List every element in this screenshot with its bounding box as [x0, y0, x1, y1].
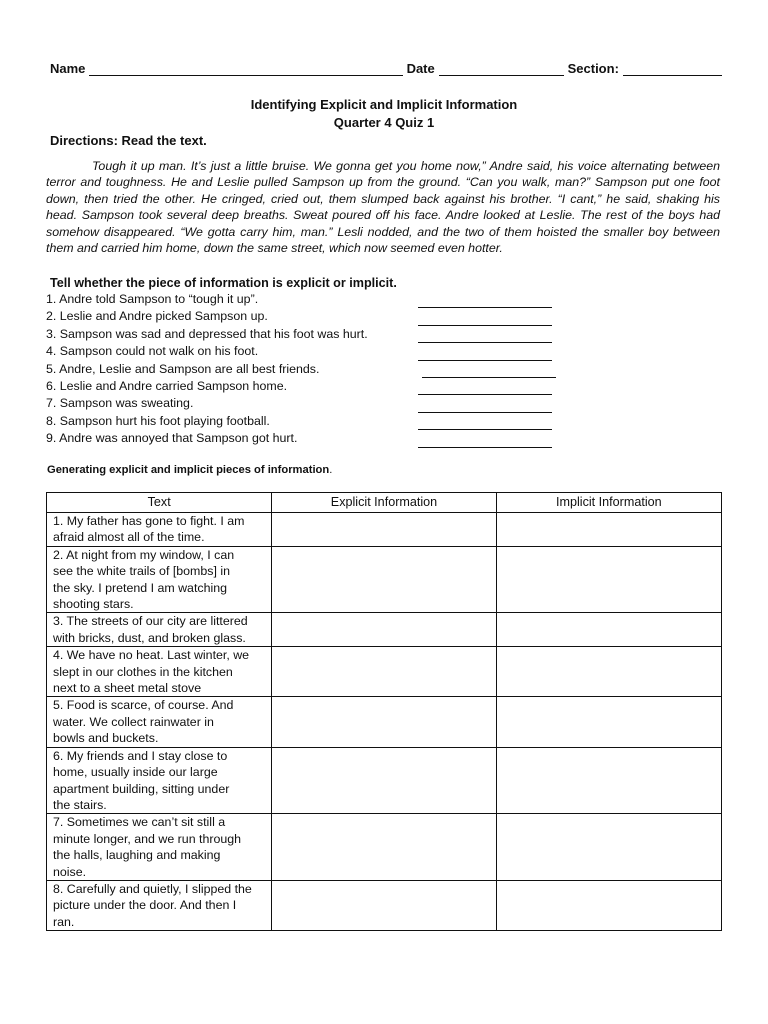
table-row	[47, 513, 722, 547]
explicit-answer-cell[interactable]	[272, 647, 496, 697]
text-cell	[47, 546, 272, 613]
quiz-item: 3. Sampson was sad and depressed that his foot was hurt.	[46, 326, 368, 341]
text-cell	[47, 747, 272, 814]
text-line: home, usually inside our large	[53, 765, 218, 780]
text-line: the stairs.	[53, 797, 107, 812]
section-blank[interactable]	[623, 63, 722, 76]
text-line: noise.	[53, 864, 87, 879]
explicit-answer-cell[interactable]	[272, 880, 496, 930]
explicit-answer-cell[interactable]	[272, 747, 496, 814]
text-line: afraid almost all of the time.	[53, 530, 205, 545]
table-row	[47, 697, 722, 747]
section-heading	[47, 464, 332, 476]
quiz-item: 6. Leslie and Andre carried Sampson home.	[46, 378, 288, 393]
column-header-implicit: Implicit Information	[496, 493, 721, 513]
text-line: next to a sheet metal stove	[53, 681, 202, 696]
text-line: ran.	[53, 914, 75, 929]
implicit-answer-cell[interactable]	[496, 647, 721, 697]
text-cell	[47, 513, 272, 547]
implicit-answer-cell[interactable]	[496, 747, 721, 814]
column-header-explicit: Explicit Information	[272, 493, 496, 513]
answer-blank[interactable]	[418, 343, 552, 360]
text-cell	[47, 647, 272, 697]
answer-blank[interactable]	[418, 308, 552, 325]
table-row	[47, 546, 722, 613]
answer-blank[interactable]	[418, 395, 552, 412]
answer-blank[interactable]	[418, 326, 552, 343]
text-line: 8. Carefully and quietly, I slipped the	[53, 881, 252, 896]
answer-blank[interactable]	[418, 378, 552, 395]
section-label: Section:	[567, 61, 619, 76]
section-heading-period: .	[329, 464, 333, 476]
header-fields	[50, 61, 722, 76]
text-line: shooting stars.	[53, 597, 134, 612]
quiz-item: 8. Sampson hurt his foot playing football.	[46, 413, 270, 428]
table-row	[47, 613, 722, 647]
worksheet-title: Identifying Explicit and Implicit Information	[250, 97, 518, 112]
explicit-answer-cell[interactable]	[272, 814, 496, 881]
section-heading-text: Generating explicit and implicit pieces of information	[47, 464, 330, 476]
text-line: water. We collect rainwater in	[53, 714, 214, 729]
quiz-item: 1. Andre told Sampson to “tough it up”.	[46, 292, 259, 306]
table-header-row	[47, 493, 722, 513]
text-line: 7. Sometimes we can’t sit still a	[53, 815, 226, 830]
explicit-answer-cell[interactable]	[272, 613, 496, 647]
column-header-text: Text	[47, 493, 272, 513]
quiz-item: 5. Andre, Leslie and Sampson are all best friends.	[46, 361, 320, 376]
date-blank[interactable]	[439, 63, 564, 76]
text-line: slept in our clothes in the kitchen	[53, 664, 233, 679]
text-line: with bricks, dust, and broken glass.	[53, 630, 246, 645]
quiz-items	[46, 291, 368, 448]
explicit-answer-cell[interactable]	[272, 546, 496, 613]
text-cell	[47, 613, 272, 647]
table-row	[47, 647, 722, 697]
text-line: minute longer, and we run through	[53, 831, 242, 846]
name-label: Name	[50, 61, 86, 76]
date-label: Date	[406, 61, 435, 76]
quiz-item: 7. Sampson was sweating.	[46, 396, 194, 411]
text-line: apartment building, sitting under	[53, 781, 230, 796]
explicit-implicit-table	[46, 492, 722, 931]
text-line: bowls and buckets.	[53, 731, 159, 746]
quiz-item: 4. Sampson could not walk on his foot.	[46, 344, 259, 359]
worksheet-subtitle: Quarter 4 Quiz 1	[333, 115, 435, 130]
answer-blanks	[418, 291, 556, 448]
answer-blank[interactable]	[418, 430, 552, 447]
answer-blank[interactable]	[422, 361, 556, 378]
answer-blank[interactable]	[418, 413, 552, 430]
quiz-item: 9. Andre was annoyed that Sampson got hurt.	[46, 431, 298, 446]
implicit-answer-cell[interactable]	[496, 546, 721, 613]
name-blank[interactable]	[89, 63, 402, 76]
table-row	[47, 814, 722, 881]
table-row	[47, 747, 722, 814]
text-line: the sky. I pretend I am watching	[53, 580, 228, 595]
text-line: picture under the door. And then I	[53, 898, 237, 913]
text-line: the halls, laughing and making	[53, 848, 221, 863]
text-line: 2. At night from my window, I can	[53, 547, 235, 562]
text-line: 5. Food is scarce, of course. And	[53, 698, 234, 713]
text-line: see the white trails of [bombs] in	[53, 564, 230, 579]
table-row	[47, 880, 722, 930]
reading-passage	[46, 158, 720, 256]
explicit-answer-cell[interactable]	[272, 513, 496, 547]
answer-blank[interactable]	[418, 291, 552, 308]
text-line: 6. My friends and I stay close to	[53, 748, 228, 763]
text-cell	[47, 814, 272, 881]
text-line: 3. The streets of our city are littered	[53, 614, 248, 629]
quiz-instruction: Tell whether the piece of information is explicit or implicit.	[50, 276, 397, 290]
implicit-answer-cell[interactable]	[496, 814, 721, 881]
implicit-answer-cell[interactable]	[496, 880, 721, 930]
text-line: 4. We have no heat. Last winter, we	[53, 648, 250, 663]
implicit-answer-cell[interactable]	[496, 697, 721, 747]
text-line: 1. My father has gone to fight. I am	[53, 514, 245, 528]
quiz-item: 2. Leslie and Andre picked Sampson up.	[46, 309, 268, 324]
text-cell	[47, 880, 272, 930]
passage-text: Tough it up man. It’s just a little bruise. We gonna get you home now,” Andre said, his voice alternating between terror and toughness. He and Leslie pulled Sampson up from the ground. “Can you walk, man?” Sampson put one foot down, then tried the other. He cringed, cried out, them slumped back against his brother. “I cant,” he said, shaking his head. Sampson took several deep breaths. Sweat poured off his face. Andre looked at Leslie. The rest of the boys had somehow disappeared. “We gotta carry him, man.” Lesli nodded, and the two of them hoisted the smaller boy between them and carried him home, down the same street, which now seemed even hotter.	[46, 159, 720, 256]
text-cell	[47, 697, 272, 747]
explicit-answer-cell[interactable]	[272, 697, 496, 747]
implicit-answer-cell[interactable]	[496, 513, 721, 547]
directions: Directions: Read the text.	[50, 133, 207, 148]
implicit-answer-cell[interactable]	[496, 613, 721, 647]
